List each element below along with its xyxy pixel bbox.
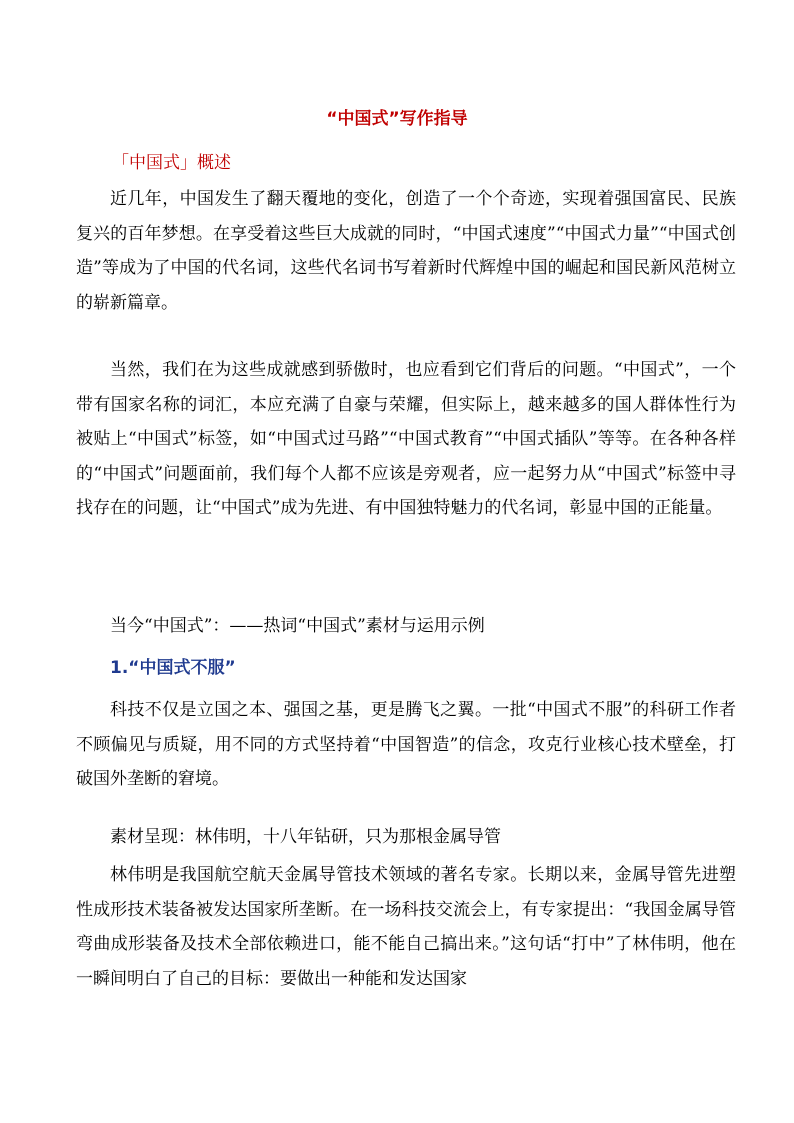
subheading: 当今“中国式”：——热词“中国式”素材与运用示例	[110, 616, 485, 636]
document-title: “中国式”写作指导	[326, 109, 468, 129]
section-heading: 「中国式」概述	[112, 153, 231, 173]
material-label: 素材呈现：林伟明，十八年钻研，只为那根金属导管	[110, 827, 501, 847]
intro-paragraph-1: 近几年，中国发生了翻天覆地的变化，创造了一个个奇迹，实现着强国富民、民族复兴的百年梦想。在享受着这些巨大成就的同时，“中国式速度”“中国式力量”“中国式创造”等成为了中国的代名词，这些代名词书写着新时代辉煌中国的崛起和国民新风范树立的崭新篇章。	[76, 189, 736, 313]
material-paragraph: 林伟明是我国航空航天金属导管技术领域的著名专家。长期以来，金属导管先进塑性成形技术装备被发达国家所垄断。在一场科技交流会上，有专家提出：“我国金属导管弯曲成形装备及技术全部依赖进口，能不能自己搞出来。”这句话“打中”了林伟明，他在一瞬间明白了自己的目标：要做出一种能和发达国家	[76, 865, 736, 989]
item-1-paragraph: 科技不仅是立国之本、强国之基，更是腾飞之翼。一批“中国式不服”的科研工作者不顾偏见与质疑，用不同的方式坚持着“中国智造”的信念，攻克行业核心技术壁垒，打破国外垄断的窘境。	[76, 700, 736, 789]
item-1-title: 1.“中国式不服”	[110, 658, 236, 678]
intro-paragraph-2: 当然，我们在为这些成就感到骄傲时，也应看到它们背后的问题。“中国式”，一个带有国家名称的词汇，本应充满了自豪与荣耀，但实际上，越来越多的国人群体性行为被贴上“中国式”标签，如“中国式过马路”“中国式教育”“中国式插队”等等。在各种各样的“中国式”问题面前，我们每个人都不应该是旁观者，应一起努力从“中国式”标签中寻找存在的问题，让“中国式”成为先进、有中国独特魅力的代名词，彰显中国的正能量。	[76, 360, 736, 518]
